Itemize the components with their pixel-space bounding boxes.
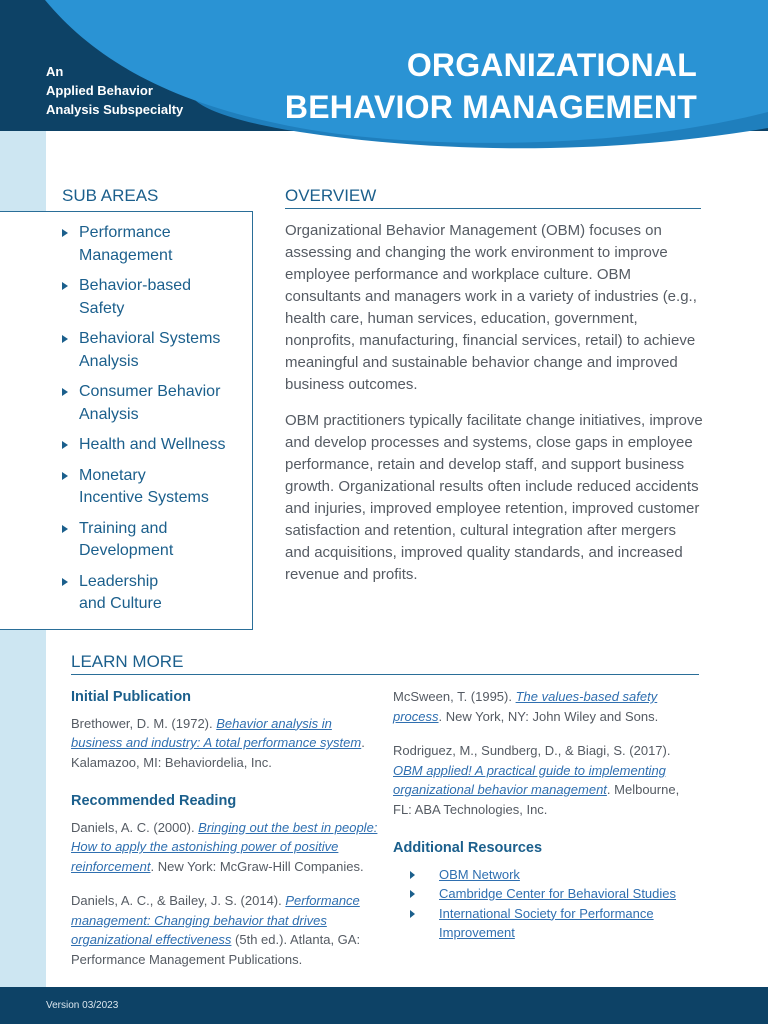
overview-body xyxy=(285,220,705,600)
resource-link-cambridge-center[interactable]: Cambridge Center for Behavioral Studies xyxy=(439,886,677,901)
reference-entry: McSween, T. (1995). The values-based safety process. New York, NY: John Wiley and Sons. xyxy=(393,689,659,724)
triangle-bullet-icon xyxy=(62,472,68,480)
triangle-bullet-icon xyxy=(62,335,68,343)
additional-resources-list xyxy=(393,865,693,943)
triangle-bullet-icon xyxy=(62,441,68,449)
recommended-reading-heading: Recommended Reading xyxy=(71,793,237,809)
overview-paragraph: OBM practitioners typically facilitate change initiatives, improve and develop processes and systems, close gaps in employee performance, retain and develop staff, and support business growth. Organizational results often include reduced accidents and injuries, improved employee retention, improved customer satisfaction and retention, cultural integration after mergers and acquisitions, improved quality standards, and increased revenue and profits. xyxy=(285,412,703,583)
resource-link-obm-network[interactable]: OBM Network xyxy=(439,866,520,882)
learn-more-left-column xyxy=(71,688,383,984)
resource-item xyxy=(393,865,693,885)
reference-entry: Daniels, A. C., & Bailey, J. S. (2014). Performance management: Changing behavior that drives organizational effectiveness (5th ed.). Atlanta, GA: Performance Management Publications. xyxy=(71,893,361,967)
triangle-bullet-icon xyxy=(62,388,68,396)
sub-areas-heading: SUB AREAS xyxy=(62,186,159,205)
learn-more-right-column xyxy=(393,687,693,943)
resource-item xyxy=(393,904,693,943)
reference-link[interactable]: Performance management: Changing behavior that drives organizational effectiveness xyxy=(71,893,360,947)
sub-area-item: Behavior-based Safety xyxy=(62,275,247,320)
version-label: Version 03/2023 xyxy=(46,1000,119,1011)
footer-bar xyxy=(0,987,768,1024)
reference-link[interactable]: Behavior analysis in business and industry: A total performance system xyxy=(71,715,362,750)
overview-paragraph: Organizational Behavior Management (OBM) focuses on assessing and changing the work environment to improve employee performance and workplace culture. OBM consultants and managers work in a variety of industries (e.g., health care, human services, education, government, nonprofits, manufacturing, financial services, retail) to achieve meaningful and sustainable behavior change and improved business outcomes. xyxy=(285,222,697,393)
triangle-bullet-icon xyxy=(410,910,415,918)
reference-link[interactable]: OBM applied! A practical guide to implementing organizational behavior management xyxy=(393,762,666,797)
page-title: ORGANIZATIONAL BEHAVIOR MANAGEMENT xyxy=(284,47,697,125)
overview-heading: OVERVIEW xyxy=(285,186,701,209)
sub-area-item: Leadership and Culture xyxy=(62,571,247,616)
triangle-bullet-icon xyxy=(62,282,68,290)
reference-link[interactable]: The values-based safety process xyxy=(393,689,658,724)
triangle-bullet-icon xyxy=(62,578,68,586)
sub-area-item: Health and Wellness xyxy=(62,434,247,457)
sub-areas-list xyxy=(62,222,247,624)
reference-link[interactable]: Bringing out the best in people: How to apply the astonishing power of positive reinforcement xyxy=(71,819,378,874)
initial-publication-heading: Initial Publication xyxy=(71,689,192,705)
triangle-bullet-icon xyxy=(62,229,68,237)
sub-area-item: Monetary Incentive Systems xyxy=(62,465,247,510)
header-subtitle: An Applied Behavior Analysis Subspecialty xyxy=(46,64,184,117)
header-banner xyxy=(0,0,768,150)
sub-area-item: Training and Development xyxy=(62,518,247,563)
reference-entry: Daniels, A. C. (2000). Bringing out the best in people: How to apply the astonishing power of positive reinforcement. New York: McGraw-Hill Companies. xyxy=(71,819,378,874)
resource-link-ispi[interactable]: International Society for Performance Improvement xyxy=(439,905,654,940)
resource-item xyxy=(393,884,693,904)
sub-area-item: Behavioral Systems Analysis xyxy=(62,328,247,373)
sub-area-item: Consumer Behavior Analysis xyxy=(62,381,247,426)
learn-more-heading: LEARN MORE xyxy=(71,652,699,675)
sub-area-item: Performance Management xyxy=(62,222,247,267)
triangle-bullet-icon xyxy=(62,525,68,533)
triangle-bullet-icon xyxy=(410,890,415,898)
reference-entry: Brethower, D. M. (1972). Behavior analysis in business and industry: A total performance system. Kalamazoo, MI: Behaviordelia, Inc. xyxy=(71,715,365,770)
triangle-bullet-icon xyxy=(410,871,415,879)
additional-resources-heading: Additional Resources xyxy=(393,840,543,856)
reference-entry: Rodriguez, M., Sundberg, D., & Biagi, S. (2017). OBM applied! A practical guide to implementing organizational behavior management. Melbourne, FL: ABA Technologies, Inc. xyxy=(393,743,680,817)
